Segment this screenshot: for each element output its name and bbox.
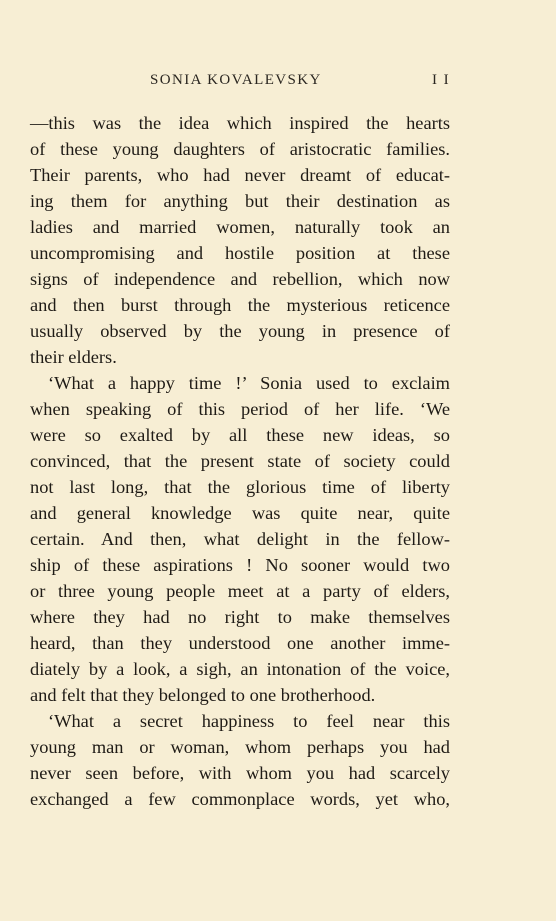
page-header xyxy=(30,72,450,92)
text-line: their elders. xyxy=(30,347,117,367)
text-line: ing them for anything but their destination as xyxy=(30,191,450,211)
paragraph xyxy=(30,110,450,370)
text-line: usually observed by the young in presence of xyxy=(30,321,450,341)
text-line: when speaking of this period of her life. ‘We xyxy=(30,399,450,419)
running-head: SONIA KOVALEVSKY xyxy=(150,72,322,88)
text-line: heard, than they understood one another imme- xyxy=(30,633,450,653)
text-line: ship of these aspirations ! No sooner would two xyxy=(30,555,450,575)
text-line: diately by a look, a sigh, an intonation of the voice, xyxy=(30,659,450,679)
text-line: where they had no right to make themselves xyxy=(30,607,450,627)
text-line: —this was the idea which inspired the hearts xyxy=(30,113,450,133)
paragraph xyxy=(30,370,450,708)
text-line: and felt that they belonged to one brotherhood. xyxy=(30,685,376,705)
text-line: signs of independence and rebellion, which now xyxy=(30,269,450,289)
text-line: ‘What a happy time !’ Sonia used to exclaim xyxy=(48,373,450,393)
text-line: of these young daughters of aristocratic families. xyxy=(30,139,450,159)
text-line: Their parents, who had never dreamt of educat- xyxy=(30,165,450,185)
text-line: exchanged a few commonplace words, yet who, xyxy=(30,789,450,809)
text-line: ‘What a secret happiness to feel near this xyxy=(48,711,450,731)
text-line: and general knowledge was quite near, quite xyxy=(30,503,450,523)
text-line: were so exalted by all these new ideas, so xyxy=(30,425,450,445)
text-line: uncompromising and hostile position at these xyxy=(30,243,450,263)
text-line: not last long, that the glorious time of liberty xyxy=(30,477,450,497)
body-text xyxy=(30,110,450,812)
text-line: and then burst through the mysterious reticence xyxy=(30,295,450,315)
text-line: never seen before, with whom you had scarcely xyxy=(30,763,450,783)
text-line: ladies and married women, naturally took an xyxy=(30,217,450,237)
paragraph xyxy=(30,708,450,812)
text-line: convinced, that the present state of society could xyxy=(30,451,450,471)
text-line: young man or woman, whom perhaps you had xyxy=(30,737,450,757)
text-line: certain. And then, what delight in the fellow- xyxy=(30,529,450,549)
page-number: I I xyxy=(432,72,450,88)
text-line: or three young people meet at a party of elders, xyxy=(30,581,450,601)
